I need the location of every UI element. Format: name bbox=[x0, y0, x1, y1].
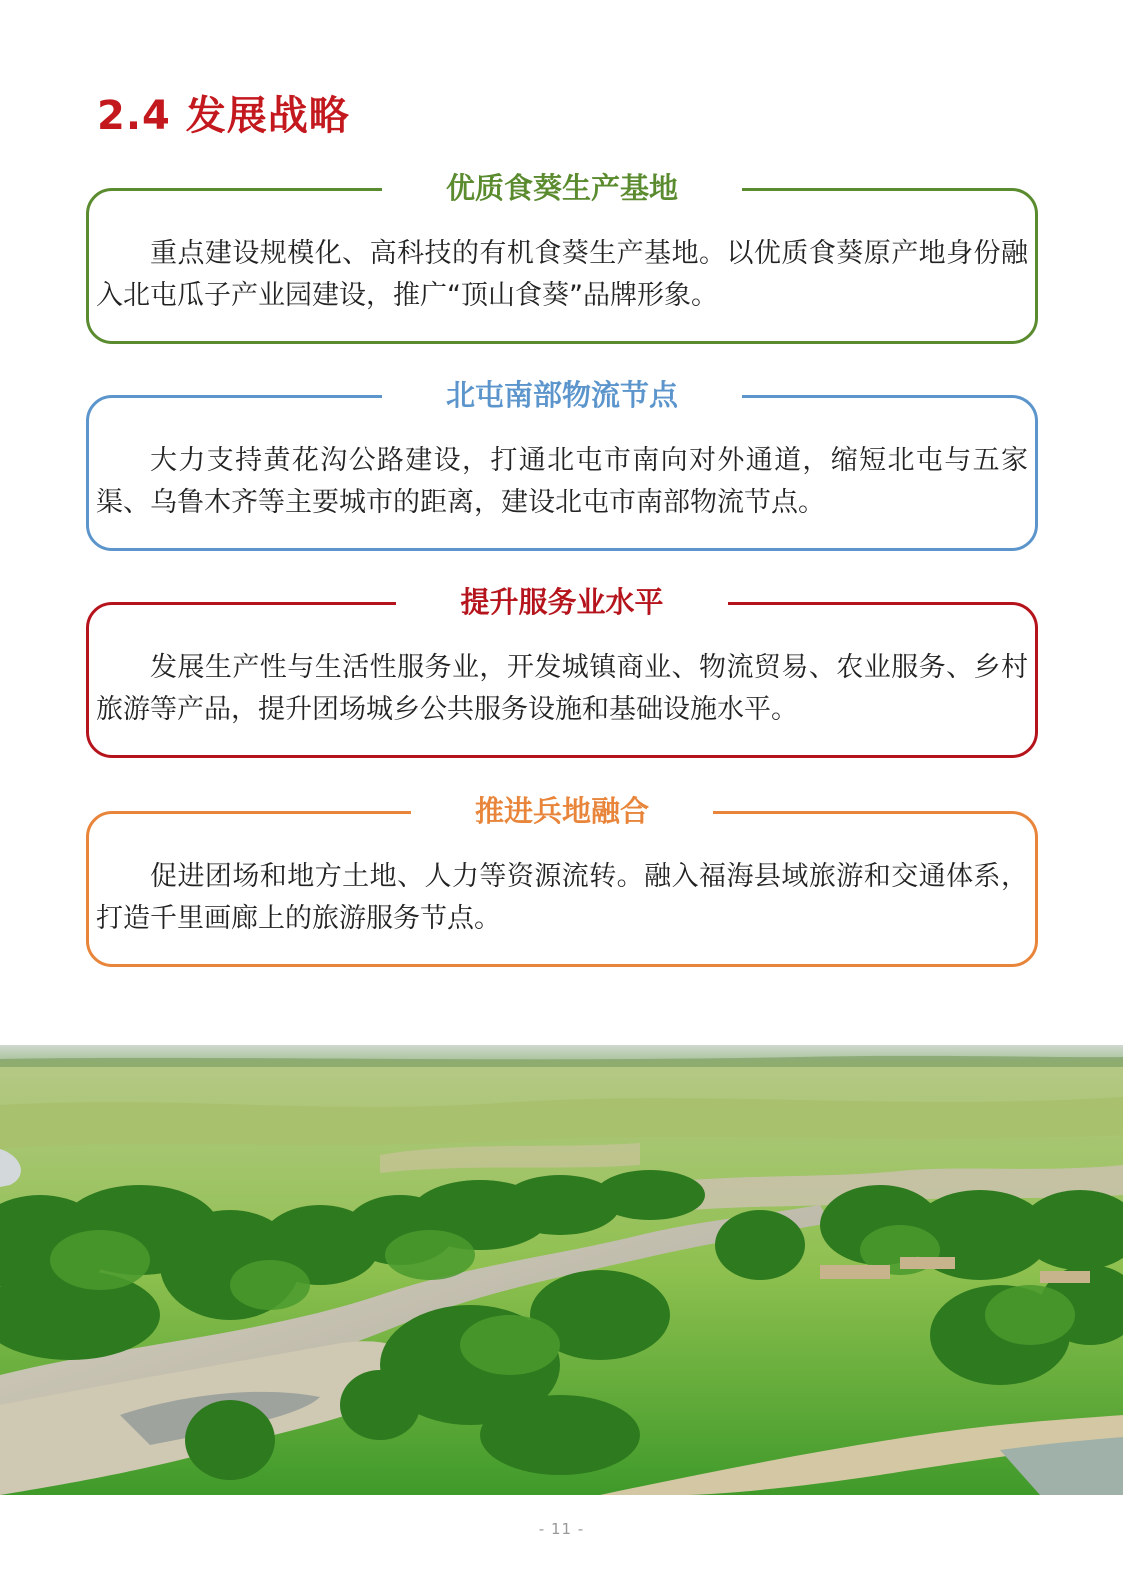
section-heading-text: 推进兵地融合 bbox=[411, 794, 713, 828]
section-heading-text: 提升服务业水平 bbox=[396, 585, 727, 619]
section-service-industry bbox=[86, 585, 1038, 758]
section-heading-text: 北屯南部物流节点 bbox=[382, 378, 742, 412]
section-heading bbox=[86, 578, 1038, 626]
page-number: - 11 - bbox=[538, 1520, 585, 1538]
section-body: 重点建设规模化、高科技的有机食葵生产基地。以优质食葵原产地身份融入北屯瓜子产业园建设，推广“顶山食葵”品牌形象。 bbox=[96, 238, 1028, 311]
section-body: 促进团场和地方土地、人力等资源流转。融入福海县域旅游和交通体系，打造千里画廊上的旅游服务节点。 bbox=[96, 861, 1028, 934]
section-quality-sunflower-base bbox=[86, 171, 1038, 344]
landscape-photo bbox=[0, 1045, 1123, 1495]
section-heading-text: 优质食葵生产基地 bbox=[382, 171, 742, 205]
section-heading bbox=[86, 787, 1038, 835]
section-logistics-node bbox=[86, 378, 1038, 551]
section-military-local-integration bbox=[86, 794, 1038, 967]
section-body: 发展生产性与生活性服务业，开发城镇商业、物流贸易、农业服务、乡村旅游等产品，提升团场城乡公共服务设施和基础设施水平。 bbox=[96, 652, 1028, 725]
page-title: 2.4 发展战略 bbox=[97, 93, 350, 139]
section-heading bbox=[86, 164, 1038, 212]
section-body: 大力支持黄花沟公路建设，打通北屯市南向对外通道，缩短北屯与五家渠、乌鲁木齐等主要城市的距离，建设北屯市南部物流节点。 bbox=[96, 445, 1028, 518]
section-heading bbox=[86, 371, 1038, 419]
